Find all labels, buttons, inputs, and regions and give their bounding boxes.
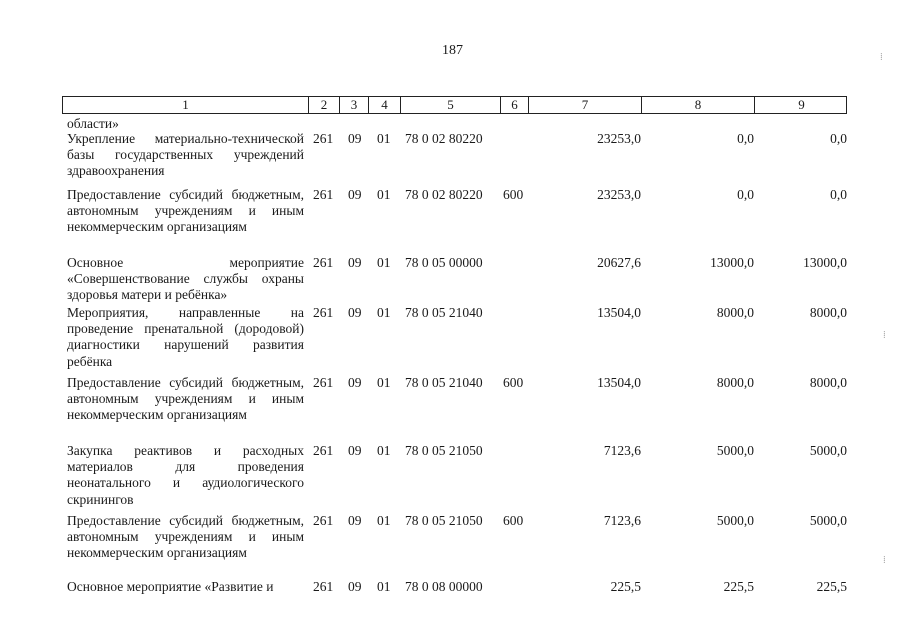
row-col-8: 13000,0	[710, 255, 754, 270]
header-col-3: 3	[340, 97, 369, 113]
row-col-9: 8000,0	[809, 375, 847, 390]
header-col-4: 4	[369, 97, 401, 113]
row-col-2: 261	[313, 131, 334, 146]
row-col-9: 0,0	[830, 187, 847, 202]
scan-mark: ⁞	[880, 52, 883, 63]
row-col-3: 09	[348, 513, 362, 528]
row-name: Предоставление субсидий бюджетным, автономным учреждениям и иным некоммерческим организациям	[67, 187, 304, 235]
row-col-7: 23253,0	[597, 131, 641, 146]
row-col-6: 600	[503, 375, 524, 390]
header-col-9: 9	[798, 97, 805, 112]
row-col-3: 09	[348, 255, 362, 270]
header-col-6: 6	[501, 97, 529, 113]
row-col-7: 7123,6	[603, 513, 641, 528]
row-col-3: 09	[348, 305, 362, 320]
row-name: Предоставление субсидий бюджетным, автономным учреждениям и иным некоммерческим организациям	[67, 375, 304, 423]
row-col-2: 261	[313, 187, 334, 202]
row-col-9: 0,0	[830, 131, 847, 146]
header-col-7: 7	[529, 97, 642, 113]
row-col-2: 261	[313, 375, 334, 390]
scan-mark: ⁞	[883, 555, 886, 566]
row-name: Закупка реактивов и расходных материалов для проведения неонатального и аудиологического скринингов	[67, 443, 304, 507]
row-col-8: 5000,0	[716, 443, 754, 458]
row-col-7: 20627,6	[597, 255, 641, 270]
row-col-5: 78 0 05 00000	[405, 255, 483, 270]
row-col-5: 78 0 05 21040	[405, 305, 483, 320]
row-col-2: 261	[313, 305, 334, 320]
row-col-7: 13504,0	[597, 305, 641, 320]
row-name: Основное мероприятие «Совершенствование службы охраны здоровья матери и ребёнка»	[67, 255, 304, 303]
row-col-8: 0,0	[737, 131, 754, 146]
row-col-8: 5000,0	[716, 513, 754, 528]
row-col-4: 01	[377, 579, 391, 594]
scan-mark: ⁞	[883, 330, 886, 341]
table-header	[62, 96, 847, 114]
continuation-text: области»	[67, 116, 119, 131]
row-col-5: 78 0 08 00000	[405, 579, 483, 594]
row-col-2: 261	[313, 579, 334, 594]
row-col-7: 23253,0	[597, 187, 641, 202]
row-col-4: 01	[377, 305, 391, 320]
header-col-5: 5	[401, 97, 501, 113]
row-col-9: 13000,0	[803, 255, 847, 270]
row-name: Предоставление субсидий бюджетным, автономным учреждениям и иным некоммерческим организациям	[67, 513, 304, 561]
row-col-7: 7123,6	[603, 443, 641, 458]
row-col-4: 01	[377, 187, 391, 202]
row-col-5: 78 0 05 21050	[405, 513, 483, 528]
row-col-3: 09	[348, 375, 362, 390]
row-col-6: 600	[503, 513, 524, 528]
row-col-3: 09	[348, 187, 362, 202]
row-col-5: 78 0 05 21040	[405, 375, 483, 390]
row-col-2: 261	[313, 513, 334, 528]
row-col-6: 600	[503, 187, 524, 202]
row-col-9: 225,5	[816, 579, 847, 594]
row-col-4: 01	[377, 443, 391, 458]
row-col-2: 261	[313, 443, 334, 458]
row-name: Основное мероприятие «Развитие и	[67, 579, 274, 594]
row-col-8: 225,5	[723, 579, 754, 594]
row-col-7: 225,5	[610, 579, 641, 594]
page-number: 187	[442, 43, 463, 58]
row-col-4: 01	[377, 131, 391, 146]
row-col-4: 01	[377, 255, 391, 270]
row-col-3: 09	[348, 579, 362, 594]
row-name: Укрепление материально-технической базы государственных учреждений здравоохранения	[67, 131, 304, 179]
header-col-1: 1	[63, 97, 309, 113]
row-col-8: 8000,0	[716, 375, 754, 390]
header-col-2: 2	[309, 97, 340, 113]
row-col-5: 78 0 05 21050	[405, 443, 483, 458]
row-col-5: 78 0 02 80220	[405, 187, 483, 202]
header-col-8: 8	[642, 97, 755, 113]
row-col-9: 8000,0	[809, 305, 847, 320]
row-col-3: 09	[348, 443, 362, 458]
row-col-4: 01	[377, 513, 391, 528]
row-col-8: 0,0	[737, 187, 754, 202]
row-col-9: 5000,0	[809, 513, 847, 528]
row-col-4: 01	[377, 375, 391, 390]
row-col-3: 09	[348, 131, 362, 146]
row-col-7: 13504,0	[597, 375, 641, 390]
row-name: Мероприятия, направленные на проведение пренатальной (дородовой) диагностики нарушений развития ребёнка	[67, 305, 304, 369]
row-col-8: 8000,0	[716, 305, 754, 320]
row-col-2: 261	[313, 255, 334, 270]
row-col-5: 78 0 02 80220	[405, 131, 483, 146]
row-col-9: 5000,0	[809, 443, 847, 458]
